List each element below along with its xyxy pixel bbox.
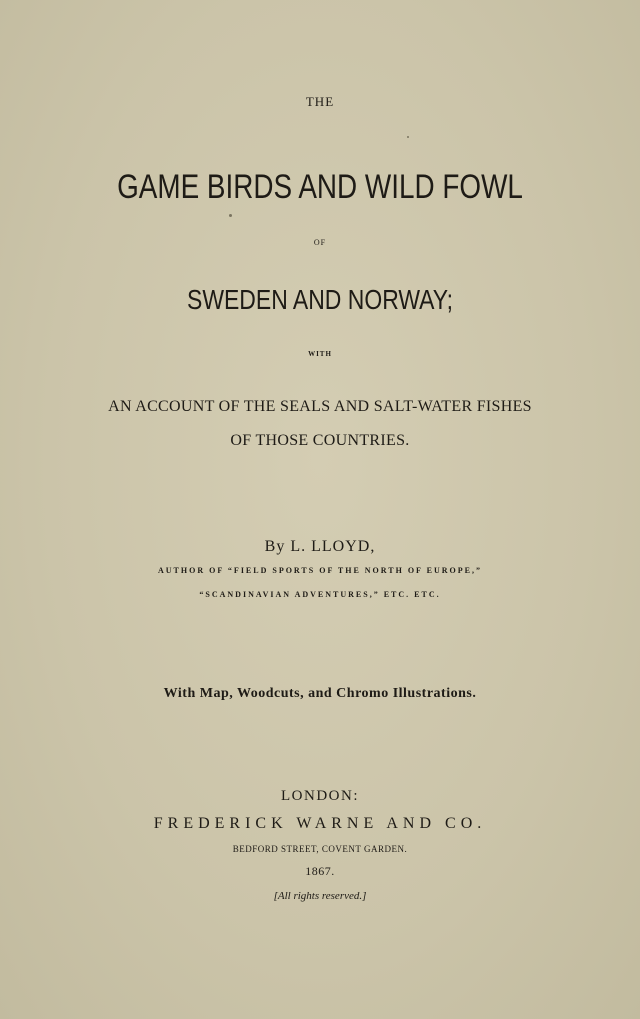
author-credits-1: AUTHOR OF “FIELD SPORTS OF THE NORTH OF EUROPE,” — [158, 566, 482, 575]
the-label: THE — [305, 94, 335, 109]
main-title: GAME BIRDS AND WILD FOWL — [117, 168, 523, 206]
with-label: WITH — [308, 350, 332, 358]
account-line-2: OF THOSE COUNTRIES. — [230, 432, 410, 449]
author-byline: By L. LLOYD, — [264, 538, 376, 555]
rights-notice: [All rights reserved.] — [273, 890, 367, 902]
account-line-1: AN ACCOUNT OF THE SEALS AND SALT-WATER FISHES — [108, 398, 532, 415]
publisher-address: BEDFORD STREET, COVENT GARDEN. — [232, 844, 408, 854]
publisher-name: FREDERICK WARNE AND CO. — [153, 815, 487, 832]
publication-year: 1867. — [305, 864, 335, 878]
publication-city: LONDON: — [281, 788, 359, 804]
illustrations-note: With Map, Woodcuts, and Chromo Illustrations. — [163, 686, 477, 701]
paper-speck — [229, 214, 232, 217]
author-credits-2: “SCANDINAVIAN ADVENTURES,” ETC. ETC. — [199, 590, 441, 599]
sub-title: SWEDEN AND NORWAY; — [187, 284, 453, 315]
paper-speck — [407, 136, 409, 138]
of-label: OF — [313, 238, 327, 247]
